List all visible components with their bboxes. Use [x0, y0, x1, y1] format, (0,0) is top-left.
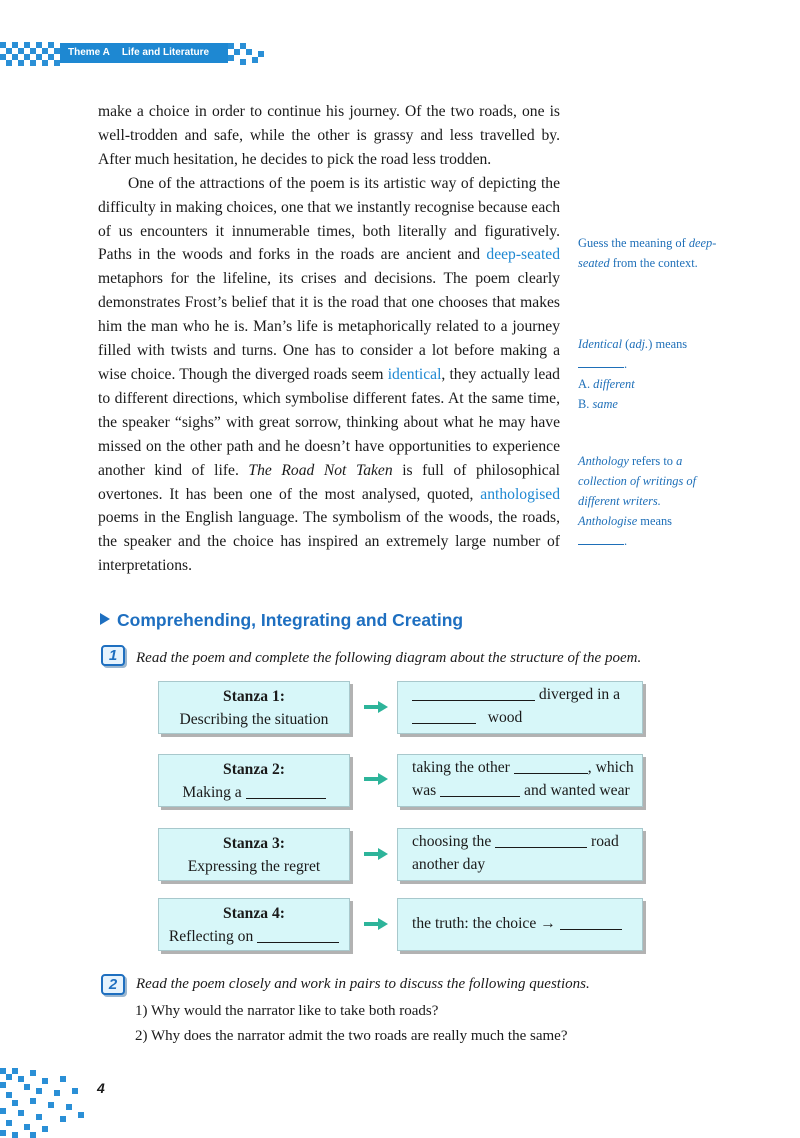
fill-blank[interactable] [246, 785, 326, 799]
main-text [98, 100, 560, 578]
theme-label: Theme A [68, 47, 110, 58]
arrow-right-icon [364, 701, 388, 713]
stanza-4-box: Stanza 4: Reflecting on [158, 898, 350, 951]
arrow-right-icon [364, 848, 388, 860]
keyword-deep-seated: deep-seated [486, 246, 560, 264]
fill-blank[interactable] [412, 710, 476, 724]
poem-title: The Road Not Taken [248, 461, 393, 479]
header-pixel-pattern-right [228, 43, 268, 65]
question-2: 2) Why does the narrator admit the two roads are really much the same? [135, 1028, 568, 1044]
task-2-instruction: Read the poem closely and work in pairs to discuss the following questions. [136, 976, 590, 992]
paragraph-2: One of the attractions of the poem is its artistic way of depicting the difficulty in making choices, one that we instantly recognise because each of us encounters it innumerable times, both literally and figuratively. Paths in the woods and forks in the roads are ancient and deep-seated metaphors for the lifeline, its crises and decisions. The poem clearly demonstrates Frost’s belief that it is the road that one chooses that makes him the man who he is. Man’s life is metaphorically related to a journey filled with twists and turns. One has to consider a lot before making a wise choice. Though the diverged roads seem identical, they actually lead to different directions, which symbolise different fates. At the same time, the speaker “sighs” with great sorrow, thinking about what he may have missed on the other path and he doesn’t have opportunities to experience another kind of life. The Road Not Taken is full of philosophical overtones. It has been one of the most analysed, quoted, anthologised poems in the English language. The symbolism of the woods, the roads, the speaker and the choice has inspired an extremely large number of interpretations. [98, 174, 560, 575]
fill-blank[interactable] [412, 687, 535, 701]
margin-note-identical: Identical (adj.) means . A. different B. same [578, 337, 688, 411]
theme-title: Life and Literature [121, 47, 210, 58]
paragraph-1: make a choice in order to continue his journey. Of the two roads, one is well-trodden and safe, while the other is grassy and less travelled by. After much hesitation, he decides to pick the road less trodden. [98, 103, 560, 168]
stanza-3-box: Stanza 3: Expressing the regret [158, 828, 350, 881]
task-1-instruction: Read the poem and complete the following diagram about the structure of the poem. [136, 650, 642, 666]
answer-blank[interactable] [578, 533, 624, 545]
stanza-3-answer-box: choosing the road another day [397, 828, 643, 881]
task-number-badge: 1 [101, 645, 125, 666]
footer-pixel-pattern [0, 1068, 92, 1138]
answer-blank[interactable] [578, 356, 624, 368]
arrow-right-icon [364, 918, 388, 930]
fill-blank[interactable] [514, 760, 588, 774]
header-pixel-pattern-left [0, 42, 60, 66]
margin-note-anthology: Anthology refers to a collection of writings of different writers. Anthologise means . [578, 454, 697, 548]
arrow-right-icon [364, 773, 388, 785]
stanza-1-box: Stanza 1: Describing the situation [158, 681, 350, 734]
section-heading: Comprehending, Integrating and Creating [100, 610, 463, 631]
fill-blank[interactable] [560, 916, 622, 930]
question-1: 1) Why would the narrator like to take both roads? [135, 1003, 439, 1019]
option-a: different [593, 377, 635, 391]
stanza-2-box: Stanza 2: Making a [158, 754, 350, 807]
theme-header [60, 43, 228, 63]
fill-blank[interactable] [257, 929, 339, 943]
margin-note-deep-seated: Guess the meaning of deep-seated from the context. [578, 236, 717, 270]
keyword-anthologised: anthologised [480, 485, 560, 503]
option-b: same [592, 397, 618, 411]
page-number: 4 [97, 1080, 105, 1096]
keyword-identical: identical [387, 365, 442, 383]
fill-blank[interactable] [440, 783, 520, 797]
stanza-2-answer-box: taking the other , which was and wanted wear [397, 754, 643, 807]
stanza-4-answer-box: the truth: the choice → [397, 898, 643, 951]
triangle-bullet-icon [100, 613, 110, 625]
task-number-badge: 2 [101, 974, 125, 995]
fill-blank[interactable] [495, 834, 587, 848]
stanza-1-answer-box: diverged in a wood [397, 681, 643, 734]
